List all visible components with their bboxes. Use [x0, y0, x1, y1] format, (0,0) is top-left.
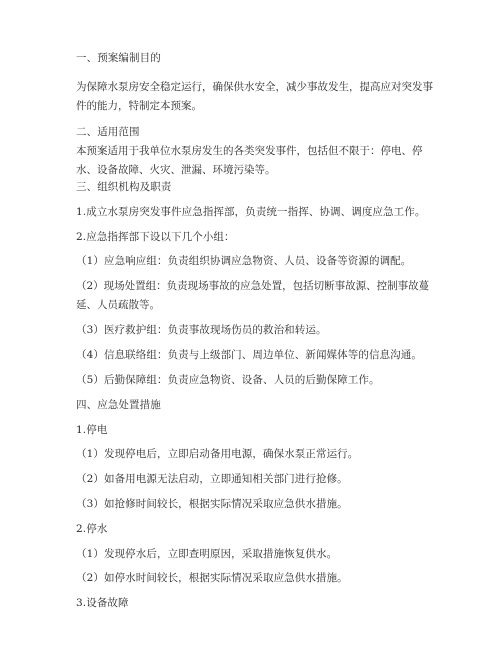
paragraph-org-2-3: （3）医疗救护组：负责事故现场伤员的救治和转运。	[76, 324, 327, 336]
paragraph-org-2-1: （1）应急响应组：负责组织协调应急物资、人员、设备等资源的调配。	[76, 255, 412, 267]
paragraph-org-2: 2.应急指挥部下设以下几个小组：	[76, 231, 235, 243]
subheading-power-outage: 1.停电	[76, 424, 108, 436]
paragraph-org-2-2: （2）现场处置组：负责现场事故的应急处置，包括切断事故源、控制事故蔓延、人员疏散等。	[76, 280, 430, 311]
paragraph-power-3: （3）如抢修时间较长，根据实际情况采取应急供水措施。	[76, 498, 348, 510]
subheading-water-outage: 2.停水	[76, 523, 108, 535]
paragraph-water-2: （2）如停水时间较长，根据实际情况采取应急供水措施。	[76, 572, 348, 584]
paragraph-scope: 本预案适用于我单位水泵房发生的各类突发事件，包括但不限于：停电、停水、设备故障、火灾、泄漏、环境污染等。	[76, 145, 423, 176]
section-heading-scope: 二、适用范围	[76, 126, 140, 138]
section-heading-measures: 四、应急处置措施	[76, 399, 161, 411]
paragraph-purpose: 为保障水泵房安全稳定运行，确保供水安全，减少事故发生，提高应对突发事件的能力，特制定本预案。	[76, 81, 433, 112]
paragraph-power-2: （2）如备用电源无法启动，立即通知相关部门进行抢修。	[76, 473, 348, 485]
subheading-equipment-failure: 3.设备故障	[76, 597, 129, 609]
paragraph-org-2-5: （5）后勤保障组：负责应急物资、设备、人员的后勤保障工作。	[76, 374, 380, 386]
section-heading-organization: 三、组织机构及职责	[76, 181, 172, 193]
paragraph-org-1: 1.成立水泵房突发事件应急指挥部，负责统一指挥、协调、调度应急工作。	[76, 206, 426, 218]
paragraph-water-1: （1）发现停水后，立即查明原因，采取措施恢复供水。	[76, 548, 338, 560]
paragraph-org-2-4: （4）信息联络组：负责与上级部门、周边单位、新闻媒体等的信息沟通。	[76, 349, 422, 361]
section-heading-purpose: 一、预案编制目的	[76, 52, 161, 64]
paragraph-power-1: （1）发现停电后，立即启动备用电源，确保水泵正常运行。	[76, 448, 359, 460]
